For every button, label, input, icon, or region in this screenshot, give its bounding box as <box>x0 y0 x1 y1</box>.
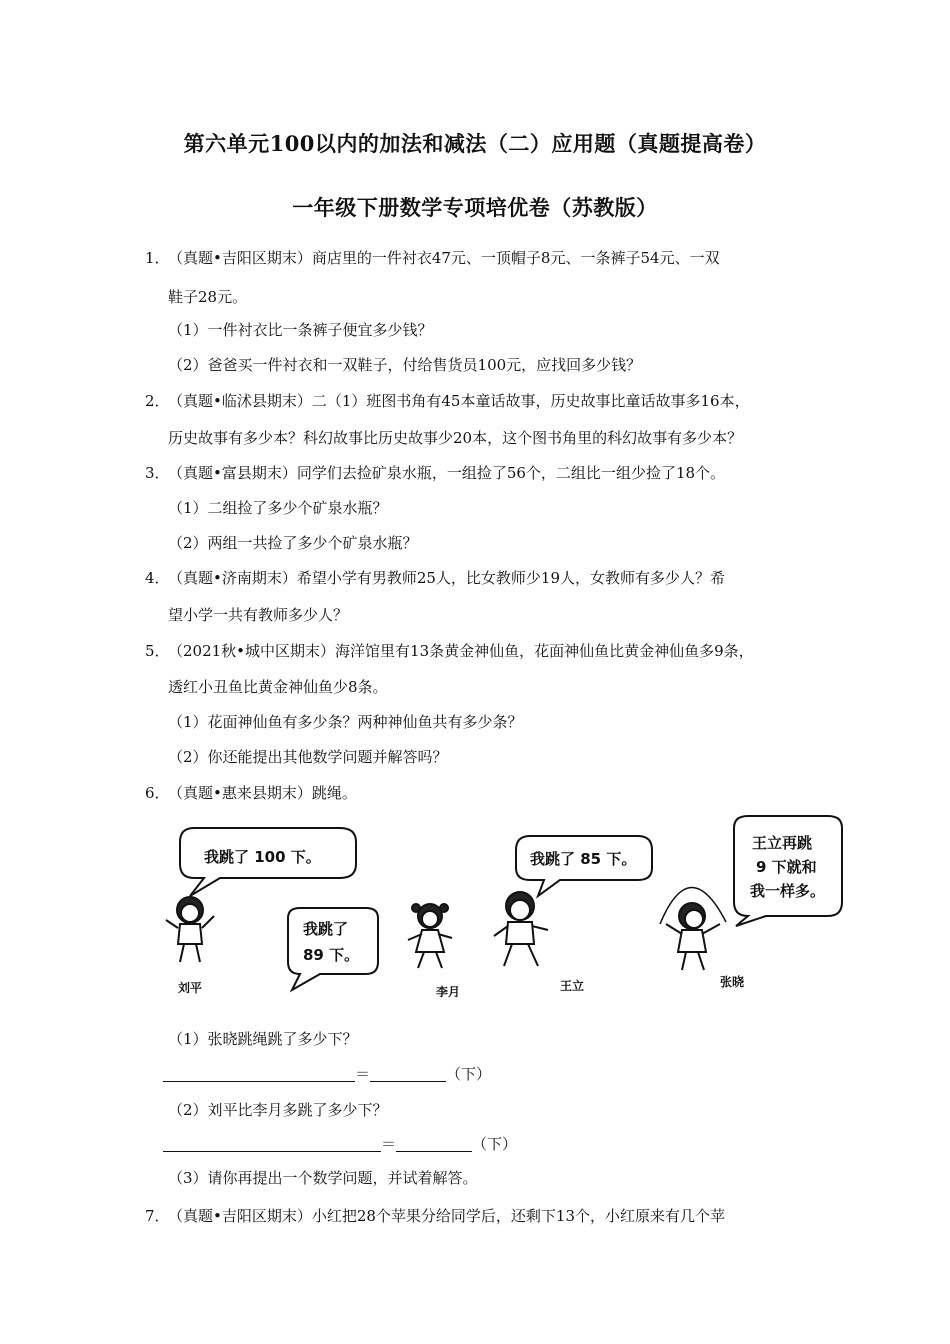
question-text: （真题•吉阳区期末）小红把28个苹果分给同学后，还剩下13个，小红原来有几个苹 <box>168 1207 726 1225</box>
name-label-liuping: 刘平 <box>178 981 203 995</box>
sub-question: （2）刘平比李月多跳了多少下？ <box>168 1101 388 1119</box>
question-text: （真题•惠来县期末）跳绳。 <box>168 784 357 802</box>
answer-blank[interactable] <box>163 1065 355 1082</box>
question-number: 3． <box>145 464 170 482</box>
sub-question: （2）两组一共捡了多少个矿泉水瓶？ <box>168 534 418 552</box>
sub-question: （1）张晓跳绳跳了多少下？ <box>168 1030 358 1048</box>
bubble-text-liyue: 89 下。 <box>303 946 360 964</box>
question-text: （真题•临沭县期末）二（1）班图书角有45本童话故事，历史故事比童话故事多16本， <box>168 392 750 410</box>
jump-rope-illustration <box>160 812 850 1002</box>
name-label-zhangxiao: 张晓 <box>720 975 745 989</box>
child-figure-wangli <box>494 892 548 966</box>
sub-question: （2）爸爸买一件衬衣和一双鞋子，付给售货员100元，应找回多少钱？ <box>168 356 642 374</box>
page-title: 第六单元100以内的加法和减法（二）应用题（真题提高卷） <box>183 131 767 156</box>
child-figure-liyue <box>408 904 452 968</box>
bubble-text-liuping: 我跳了 100 下。 <box>204 848 321 866</box>
question-number: 6． <box>145 784 170 802</box>
bubble-text-liyue: 我跳了 <box>303 920 349 938</box>
equals-sign: ＝ <box>355 1065 371 1083</box>
child-figure-zhangxiao <box>660 887 726 970</box>
unit-label: （下） <box>472 1135 518 1153</box>
question-number: 4． <box>145 569 170 587</box>
answer-line <box>163 1133 517 1154</box>
sub-question: （1）二组捡了多少个矿泉水瓶？ <box>168 499 388 517</box>
bubble-text-wangli: 我跳了 85 下。 <box>530 850 637 868</box>
question-number: 7． <box>145 1207 170 1225</box>
question-text: 望小学一共有教师多少人？ <box>168 606 349 624</box>
question-text: （真题•富县期末）同学们去捡矿泉水瓶，一组捡了56个，二组比一组少捡了18个。 <box>168 464 726 482</box>
page-subtitle: 一年级下册数学专项培优卷（苏教版） <box>292 195 658 220</box>
sub-question: （1）一件衬衣比一条裤子便宜多少钱？ <box>168 321 433 339</box>
question-text: （2021秋•城中区期末）海洋馆里有13条黄金神仙鱼，花面神仙鱼比黄金神仙鱼多9条， <box>168 642 754 660</box>
question-text: （真题•吉阳区期末）商店里的一件衬衣47元、一顶帽子8元、一条裤子54元、一双 <box>168 249 720 267</box>
answer-line <box>163 1063 491 1084</box>
question-number: 5． <box>145 642 170 660</box>
question-text: （真题•济南期末）希望小学有男教师25人，比女教师少19人，女教师有多少人？希 <box>168 569 726 587</box>
answer-blank[interactable] <box>396 1135 472 1152</box>
question-text: 鞋子28元。 <box>168 288 248 306</box>
unit-label: （下） <box>446 1065 492 1083</box>
bubble-text-zhangxiao: 9 下就和 <box>756 858 817 876</box>
question-text: 历史故事有多少本？科幻故事比历史故事少20本，这个图书角里的科幻故事有多少本？ <box>168 429 743 447</box>
question-number: 1． <box>145 249 170 267</box>
sub-question: （3）请你再提出一个数学问题，并试着解答。 <box>168 1169 478 1187</box>
sub-question: （1）花面神仙鱼有多少条？两种神仙鱼共有多少条？ <box>168 713 523 731</box>
question-number: 2． <box>145 392 170 410</box>
name-label-wangli: 王立 <box>560 979 585 993</box>
answer-blank[interactable] <box>370 1065 446 1082</box>
bubble-text-zhangxiao: 我一样多。 <box>750 882 826 900</box>
sub-question: （2）你还能提出其他数学问题并解答吗？ <box>168 748 448 766</box>
answer-blank[interactable] <box>163 1135 381 1152</box>
name-label-liyue: 李月 <box>436 985 461 999</box>
question-text: 透红小丑鱼比黄金神仙鱼少8条。 <box>168 678 388 696</box>
child-figure-liuping <box>166 897 214 962</box>
bubble-text-zhangxiao: 王立再跳 <box>752 834 813 852</box>
equals-sign: ＝ <box>381 1135 397 1153</box>
